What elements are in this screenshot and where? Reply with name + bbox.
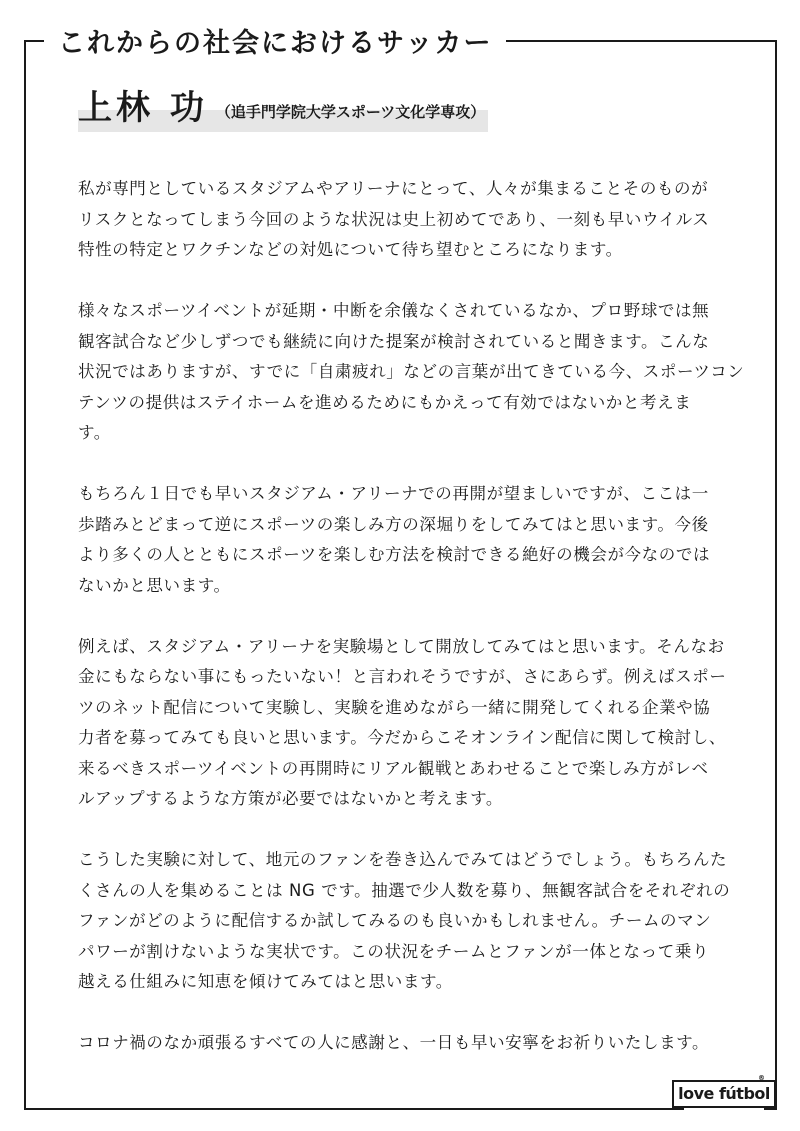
text-line: より多くの人とともにスポーツを楽しむ方法を検討できる絶好の機会が今なのでは [78, 545, 711, 564]
logo-text: love fútbol [672, 1080, 776, 1108]
text-line: 状況ではありますが、すでに「自粛疲れ」などの言葉が出てきている今、スポーツコン [78, 362, 745, 381]
registered-mark: ® [758, 1074, 765, 1082]
text-line: リスクとなってしまう今回のような状況は史上初めてであり、一刻も早いウイルス [78, 209, 710, 229]
text-line: 特性の特定とワクチンなどの対処について待ち望むところになります。 [78, 240, 623, 259]
paragraph [78, 1028, 728, 1059]
text-line: ないかと思います。 [78, 575, 231, 595]
text-line: 私が専門としているスタジアムやアリーナにとって、人々が集まることそのものが [78, 179, 709, 198]
article-body [78, 174, 745, 1089]
text-line: パワーが割けないような実状です。この状況をチームとファンが一体となって乗り [78, 941, 710, 961]
text-line: 力者を募ってみても良いと思います。今だからこそオンライン配信に関して検討し、 [78, 728, 726, 747]
text-line: 越える仕組みに知恵を傾けてみてはと思います。 [78, 972, 453, 991]
text-line: 金にもならない事にもったいない！と言われそうですが、さにあらず。例えばスポー [78, 667, 727, 686]
paragraph [78, 845, 731, 998]
paragraph [78, 296, 745, 449]
text-line: こうした実験に対して、地元のファンを巻き込んでみてはどうでしょう。もちろんた [78, 850, 728, 869]
text-line: もちろん１日でも早いスタジアム・アリーナでの再開が望ましいですが、ここは一 [78, 484, 709, 503]
text-line: 例えば、スタジアム・アリーナを実験場として開放してみてはと思います。そんなお [78, 636, 725, 656]
text-line: 来るべきスポーツイベントの再開時にリアル観戦とあわせることで楽しみ方がレベ [78, 758, 709, 778]
paragraph [78, 174, 728, 266]
text-line: ルアップするような方策が必要ではないかと考えます。 [78, 789, 504, 808]
text-line: 歩踏みとどまって逆にスポーツの楽しみ方の深堀りをしてみてはと思います。今後 [78, 514, 709, 534]
text-line: す。 [78, 423, 111, 442]
text-line: 観客試合など少しずつでも継続に向けた提案が検討されていると聞きます。こんな [78, 331, 710, 351]
love-futbol-logo [678, 1077, 770, 1111]
page-title: これからの社会におけるサッカー [58, 27, 493, 59]
header [44, 20, 506, 60]
author-name: 上林 功 [78, 88, 208, 128]
author-block [78, 86, 485, 130]
text-line: コロナ禍のなか頑張るすべての人に感謝と、一日も早い安寧をお祈りいたします。 [78, 1033, 710, 1052]
paragraph [78, 632, 728, 815]
text-line: ツのネット配信について実験し、実験を進めながら一緒に開発してくれる企業や協 [78, 697, 711, 717]
paragraph [78, 479, 728, 601]
text-line: テンツの提供はステイホームを進めるためにもかえって有効ではないかと考えま [78, 392, 692, 412]
text-line: 様々なスポーツイベントが延期・中断を余儀なくされているなか、プロ野球では無 [78, 301, 710, 320]
text-line: くさんの人を集めることは NG です。抽選で少人数を募り、無観客試合をそれぞれの [78, 880, 731, 900]
text-line: ファンがどのように配信するか試してみるのも良いかもしれません。チームのマン [78, 911, 712, 930]
author-affiliation: （追手門学院大学スポーツ文化学専攻） [215, 103, 486, 121]
